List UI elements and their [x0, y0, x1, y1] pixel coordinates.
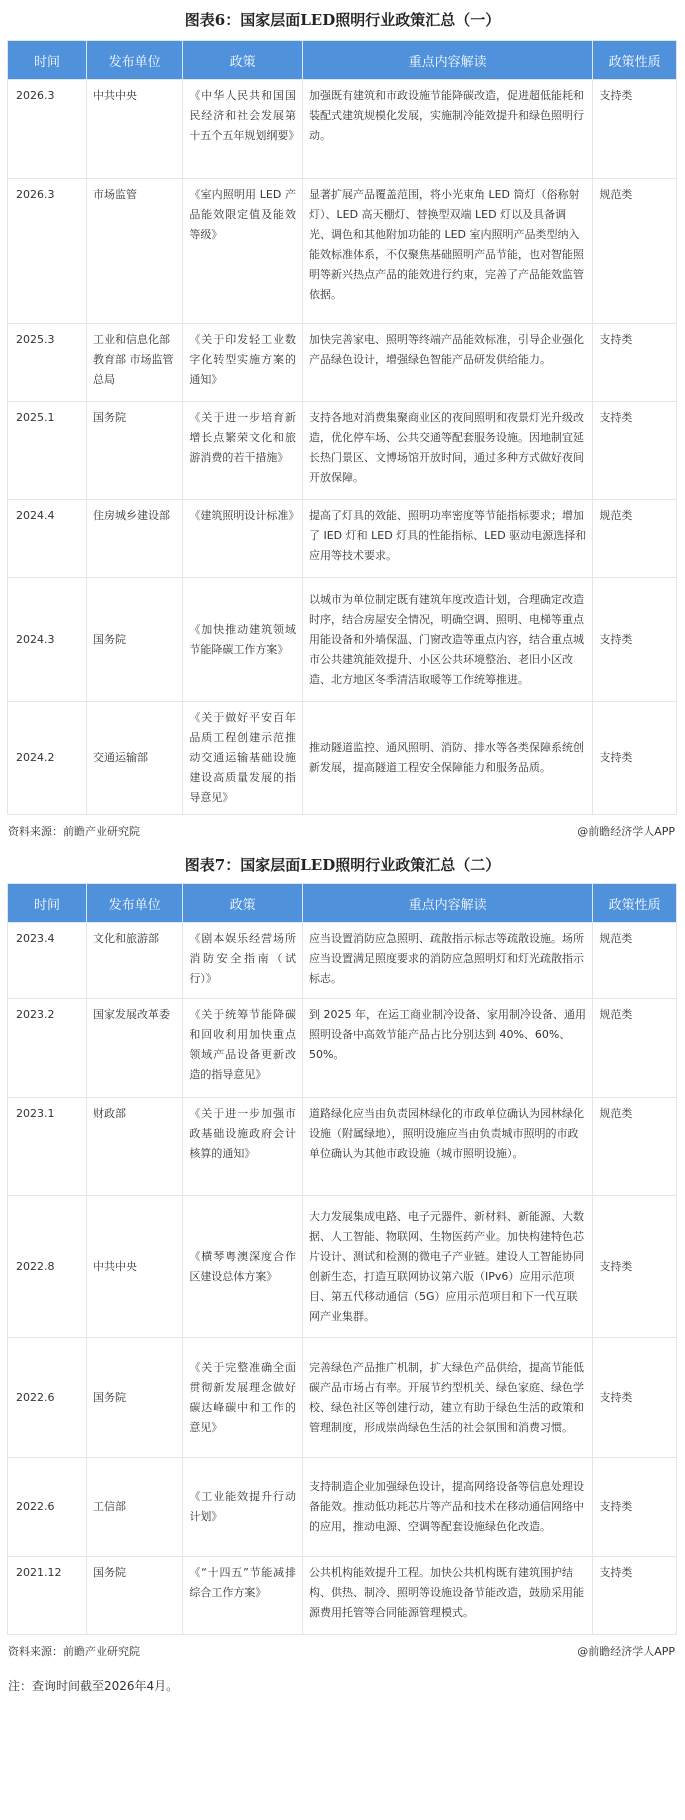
table-row	[8, 702, 677, 815]
table2-title: 图表7：国家层面LED照明行业政策汇总（二）	[184, 856, 501, 874]
table1-title: 图表6：国家层面LED照明行业政策汇总（一）	[184, 11, 501, 29]
cell-content: 大力发展集成电路、电子元器件、新材料、新能源、大数据、人工智能、物联网、生物医药产业。加快构建特色芯片设计、测试和检测的微电子产业链。建设人工智能协同创新生态，打造互联网协议第六版（IPv6）应用示范项目、第五代移动通信（5G）应用示范项目和下一代互联网产业集群。	[302, 1196, 592, 1338]
cell-time: 2023.2	[8, 999, 87, 1098]
cell-content: 应当设置消防应急照明、疏散指示标志等疏散设施。场所应当设置满足照度要求的消防应急照明灯和灯光疏散指示标志。	[302, 923, 592, 999]
header-content: 重点内容解读	[302, 41, 592, 80]
cell-content: 到 2025 年，在运工商业制冷设备、家用制冷设备、通用照明设备中高效节能产品占比分别达到 40%、60%、50%。	[302, 999, 592, 1098]
footnote: 注：查询时间截至2026年4月。	[8, 1679, 179, 1693]
table-row	[8, 324, 677, 402]
cell-time: 2023.4	[8, 923, 87, 999]
cell-content: 公共机构能效提升工程。加快公共机构既有建筑围护结构、供热、制冷、照明等设施设备节能改造，鼓励采用能源费用托管等合同能源管理模式。	[302, 1557, 592, 1635]
cell-nature: 支持类	[593, 1557, 677, 1635]
header-issuer: 发布单位	[86, 884, 182, 923]
cell-content: 推动隧道监控、通风照明、消防、排水等各类保障系统创新发展，提高隧道工程安全保障能力和服务品质。	[302, 702, 592, 815]
cell-nature: 支持类	[593, 702, 677, 815]
table-row	[8, 1098, 677, 1196]
cell-nature: 支持类	[593, 402, 677, 500]
cell-time: 2022.8	[8, 1196, 87, 1338]
header-nature: 政策性质	[593, 884, 677, 923]
table-row	[8, 1557, 677, 1635]
cell-issuer: 国务院	[86, 402, 182, 500]
table1-source-row	[8, 819, 675, 845]
cell-time: 2026.3	[8, 80, 87, 179]
cell-content: 提高了灯具的效能、照明功率密度等节能指标要求；增加了 IED 灯和 LED 灯具的性能指标、LED 驱动电源选择和应用等技术要求。	[302, 500, 592, 578]
cell-nature: 支持类	[593, 1458, 677, 1557]
cell-nature: 规范类	[593, 179, 677, 324]
header-time: 时间	[8, 884, 87, 923]
header-issuer: 发布单位	[86, 41, 182, 80]
cell-policy: 《关于进一步加强市政基础设施政府会计核算的通知》	[183, 1098, 303, 1196]
cell-time: 2021.12	[8, 1557, 87, 1635]
cell-time: 2024.3	[8, 578, 87, 702]
cell-issuer: 国务院	[86, 578, 182, 702]
cell-nature: 规范类	[593, 500, 677, 578]
cell-content: 道路绿化应当由负责园林绿化的市政单位确认为园林绿化设施（附属绿地），照明设施应当由负责城市照明的市政单位确认为其他市政设施（城市照明设施）。	[302, 1098, 592, 1196]
cell-policy: 《关于做好平安百年品质工程创建示范推动交通运输基础设施建设高质量发展的指导意见》	[183, 702, 303, 815]
cell-nature: 支持类	[593, 1338, 677, 1458]
table-row	[8, 1196, 677, 1338]
cell-issuer: 国务院	[86, 1557, 182, 1635]
cell-issuer: 国家发展改革委	[86, 999, 182, 1098]
cell-content: 以城市为单位制定既有建筑年度改造计划，合理确定改造时序，结合房屋安全情况，明确空调、照明、电梯等重点用能设备和外墙保温、门窗改造等重点内容，结合重点城市公共建筑能效提升、小区公共环境整治、老旧小区改造、北方地区冬季清洁取暖等工作统筹推进。	[302, 578, 592, 702]
table-row	[8, 999, 677, 1098]
cell-policy: 《加快推动建筑领域节能降碳工作方案》	[183, 578, 303, 702]
cell-issuer: 国务院	[86, 1338, 182, 1458]
header-content: 重点内容解读	[302, 884, 592, 923]
header-nature: 政策性质	[593, 41, 677, 80]
table-row	[8, 179, 677, 324]
cell-nature: 规范类	[593, 923, 677, 999]
header-policy: 政策	[183, 884, 303, 923]
cell-policy: 《工业能效提升行动计划》	[183, 1458, 303, 1557]
cell-policy: 《关于进一步培育新增长点繁荣文化和旅游消费的若干措施》	[183, 402, 303, 500]
cell-policy: 《关于完整准确全面贯彻新发展理念做好碳达峰碳中和工作的意见》	[183, 1338, 303, 1458]
cell-issuer: 住房城乡建设部	[86, 500, 182, 578]
cell-nature: 规范类	[593, 999, 677, 1098]
cell-policy: 《关于印发轻工业数字化转型实施方案的通知》	[183, 324, 303, 402]
cell-time: 2022.6	[8, 1338, 87, 1458]
cell-time: 2025.1	[8, 402, 87, 500]
table-header-row	[8, 41, 677, 80]
cell-nature: 支持类	[593, 324, 677, 402]
cell-time: 2024.2	[8, 702, 87, 815]
cell-time: 2024.4	[8, 500, 87, 578]
header-time: 时间	[8, 41, 87, 80]
table-row	[8, 80, 677, 179]
brand-label: @前瞻经济学人APP	[577, 1645, 675, 1658]
cell-nature: 支持类	[593, 1196, 677, 1338]
cell-issuer: 中共中央	[86, 80, 182, 179]
cell-content: 支持制造企业加强绿色设计，提高网络设备等信息处理设备能效。推动低功耗芯片等产品和技术在移动通信网络中的应用，推动电源、空调等配套设施绿色化改造。	[302, 1458, 592, 1557]
brand-label: @前瞻经济学人APP	[577, 825, 675, 838]
cell-issuer: 交通运输部	[86, 702, 182, 815]
cell-content: 加强既有建筑和市政设施节能降碳改造，促进超低能耗和装配式建筑规模化发展，实施制冷能效提升和绿色照明行动。	[302, 80, 592, 179]
cell-issuer: 财政部	[86, 1098, 182, 1196]
table-row	[8, 1458, 677, 1557]
source-label: 资料来源：前瞻产业研究院	[8, 1645, 140, 1658]
cell-time: 2022.6	[8, 1458, 87, 1557]
table2-source-row	[8, 1639, 675, 1665]
table-header-row	[8, 884, 677, 923]
cell-content: 完善绿色产品推广机制，扩大绿色产品供给，提高节能低碳产品市场占有率。开展节约型机关、绿色家庭、绿色学校、绿色社区等创建行动，建立有助于绿色生活的政策和管理制度，形成崇尚绿色生活的社会氛围和消费习惯。	[302, 1338, 592, 1458]
cell-time: 2026.3	[8, 179, 87, 324]
cell-issuer: 工信部	[86, 1458, 182, 1557]
cell-nature: 支持类	[593, 80, 677, 179]
table-row	[8, 402, 677, 500]
cell-issuer: 中共中央	[86, 1196, 182, 1338]
cell-policy: 《关于统筹节能降碳和回收利用加快重点领域产品设备更新改造的指导意见》	[183, 999, 303, 1098]
table-row	[8, 1338, 677, 1458]
cell-nature: 支持类	[593, 578, 677, 702]
table-row	[8, 578, 677, 702]
table-row	[8, 500, 677, 578]
cell-policy: 《横琴粤澳深度合作区建设总体方案》	[183, 1196, 303, 1338]
cell-content: 加快完善家电、照明等终端产品能效标准，引导企业强化产品绿色设计，增强绿色智能产品研发供给能力。	[302, 324, 592, 402]
source-label: 资料来源：前瞻产业研究院	[8, 825, 140, 838]
cell-policy: 《“十四五”节能减排综合工作方案》	[183, 1557, 303, 1635]
header-policy: 政策	[183, 41, 303, 80]
cell-issuer: 工业和信息化部 教育部 市场监管总局	[86, 324, 182, 402]
cell-policy: 《室内照明用 LED 产品能效限定值及能效等级》	[183, 179, 303, 324]
cell-issuer: 市场监管	[86, 179, 182, 324]
policy-table-1	[7, 40, 677, 815]
policy-table-2	[7, 883, 677, 1635]
cell-policy: 《中华人民共和国国民经济和社会发展第十五个五年规划纲要》	[183, 80, 303, 179]
cell-time: 2025.3	[8, 324, 87, 402]
cell-time: 2023.1	[8, 1098, 87, 1196]
cell-content: 支持各地对消费集聚商业区的夜间照明和夜景灯光升级改造，优化停车场、公共交通等配套服务设施。因地制宜延长热门景区、文博场馆开放时间，通过多种方式做好夜间开放保障。	[302, 402, 592, 500]
cell-policy: 《剧本娱乐经营场所消防安全指南（试行）》	[183, 923, 303, 999]
cell-content: 显著扩展产品覆盖范围，将小光束角 LED 筒灯（俗称射灯）、LED 高天棚灯、替换型双端 LED 灯以及具备调光、调色和其他附加功能的 LED 室内照明产品类型纳入能效标准体系，不仅聚焦基础照明产品节能，也对智能照明等新兴热点产品的能效进行约束，完善了产品能效监管依据。	[302, 179, 592, 324]
cell-policy: 《建筑照明设计标准》	[183, 500, 303, 578]
cell-issuer: 文化和旅游部	[86, 923, 182, 999]
cell-nature: 规范类	[593, 1098, 677, 1196]
table-row	[8, 923, 677, 999]
